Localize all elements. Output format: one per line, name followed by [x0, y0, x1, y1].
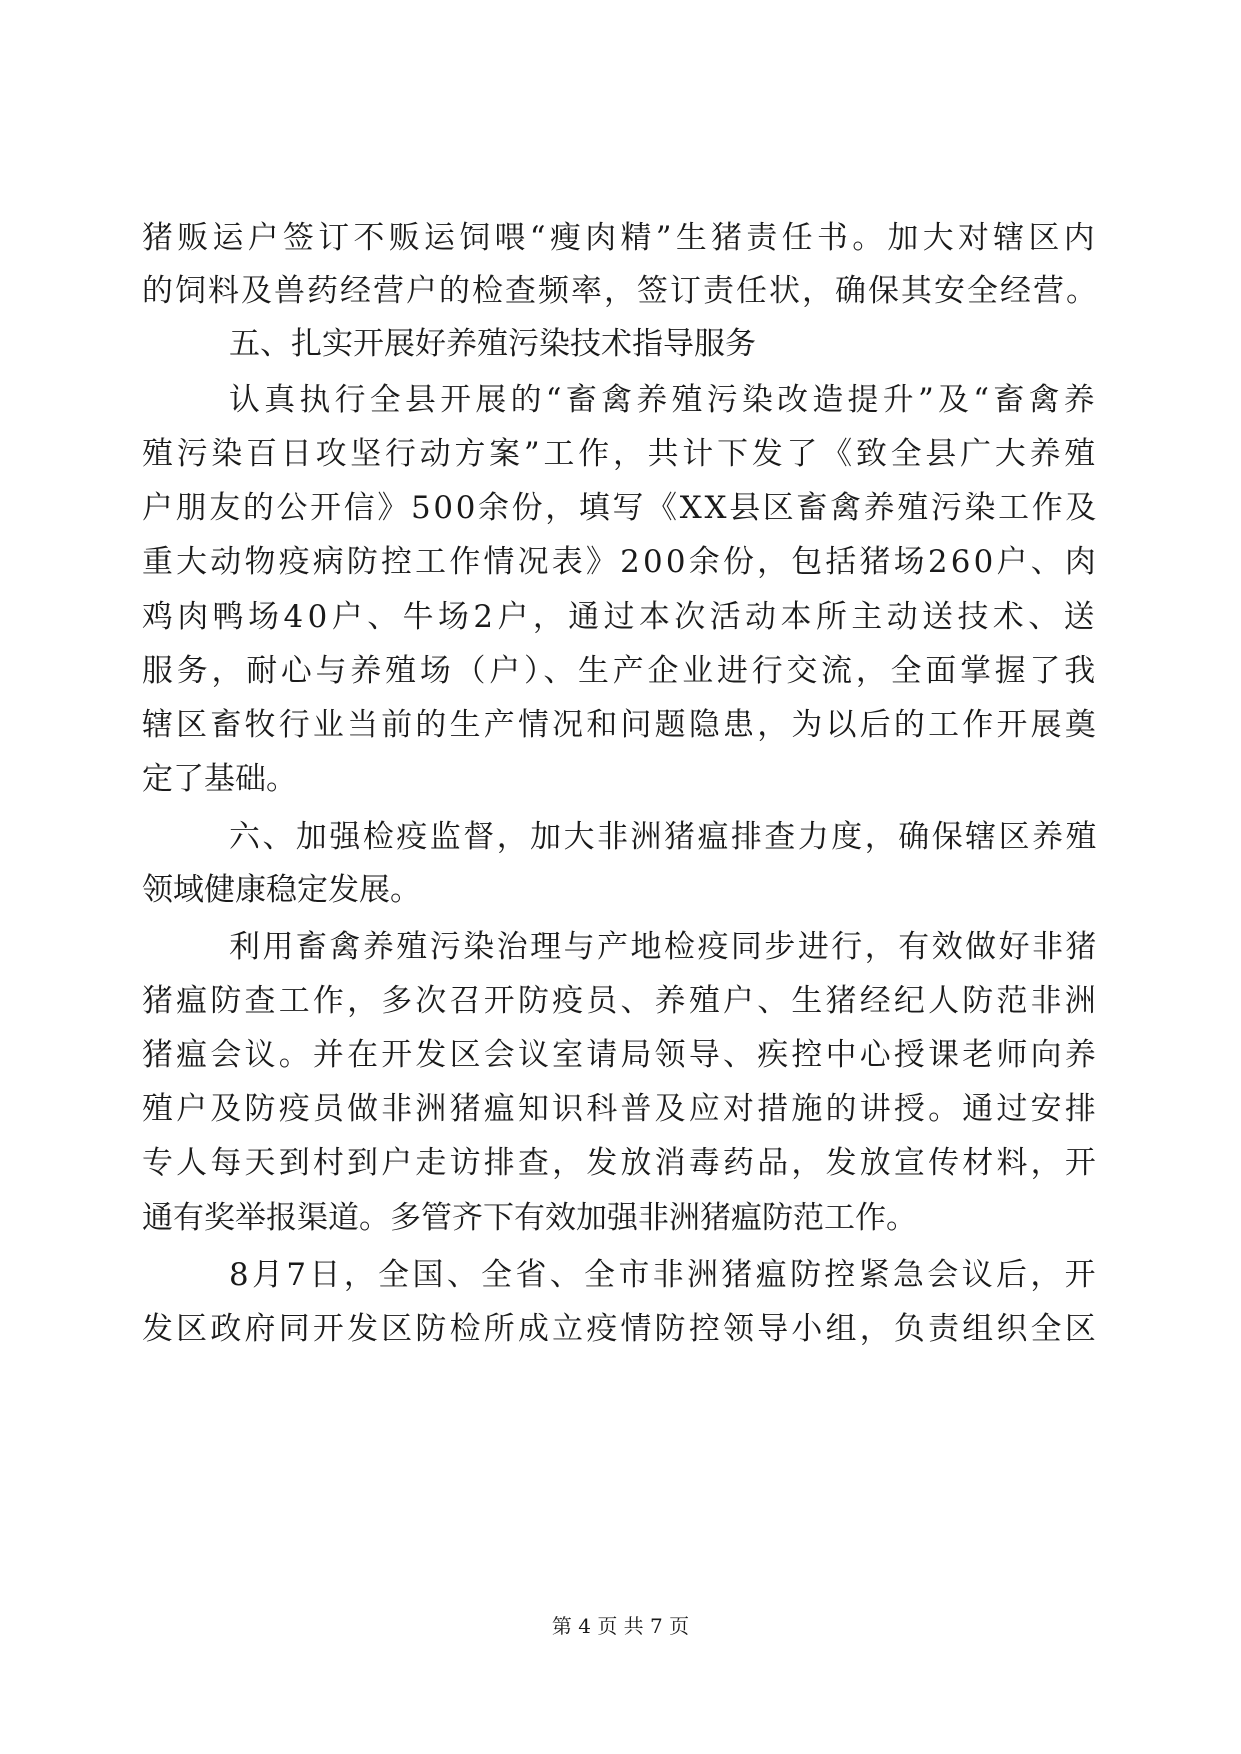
section-heading-6: 六、加强检疫监督，加大非洲猪瘟排查力度，确保辖区养殖	[229, 819, 1099, 855]
body-line-5: 殖污染百日攻坚行动方案”工作，共计下发了《致全县广大养殖	[142, 436, 1099, 472]
body-line-2: 的饲料及兽药经营户的检查频率，签订责任状，确保其安全经营。	[142, 273, 1099, 309]
body-line-4: 认真执行全县开展的“畜禽养殖污染改造提升”及“畜禽养	[229, 382, 1099, 418]
body-line-17: 殖户及防疫员做非洲猪瘟知识科普及应对措施的讲授。通过安排	[142, 1091, 1099, 1127]
section-heading-5: 五、扎实开展好养殖污染技术指导服务	[229, 326, 756, 362]
body-line-19: 通有奖举报渠道。多管齐下有效加强非洲猪瘟防范工作。	[142, 1200, 917, 1236]
body-line-14: 利用畜禽养殖污染治理与产地检疫同步进行，有效做好非猪	[229, 929, 1099, 965]
body-line-8: 鸡肉鸭场40户、牛场2户，通过本次活动本所主动送技术、送	[142, 599, 1099, 635]
page-number-footer: 第 4 页 共 7 页	[551, 1614, 690, 1638]
body-line-10: 辖区畜牧行业当前的生产情况和问题隐患，为以后的工作开展奠	[142, 707, 1099, 743]
body-line-7: 重大动物疫病防控工作情况表》200余份，包括猪场260户、肉	[142, 544, 1099, 580]
body-line-20: 8月7日，全国、全省、全市非洲猪瘟防控紧急会议后，开	[229, 1257, 1099, 1293]
body-line-6: 户朋友的公开信》500余份，填写《XX县区畜禽养殖污染工作及	[142, 490, 1099, 526]
body-line-15: 猪瘟防查工作，多次召开防疫员、养殖户、生猪经纪人防范非洲	[142, 983, 1099, 1019]
body-line-11: 定了基础。	[142, 761, 297, 797]
body-line-18: 专人每天到村到户走访排查，发放消毒药品，发放宣传材料，开	[142, 1145, 1099, 1181]
section-heading-6-cont: 领域健康稳定发展。	[142, 872, 421, 908]
body-line-16: 猪瘟会议。并在开发区会议室请局领导、疾控中心授课老师向养	[142, 1037, 1099, 1073]
body-line-21: 发区政府同开发区防检所成立疫情防控领导小组，负责组织全区	[142, 1311, 1099, 1347]
body-line-1: 猪贩运户签订不贩运饲喂“瘦肉精”生猪责任书。加大对辖区内	[142, 220, 1099, 256]
body-line-9: 服务，耐心与养殖场（户）、生产企业进行交流，全面掌握了我	[142, 653, 1099, 689]
